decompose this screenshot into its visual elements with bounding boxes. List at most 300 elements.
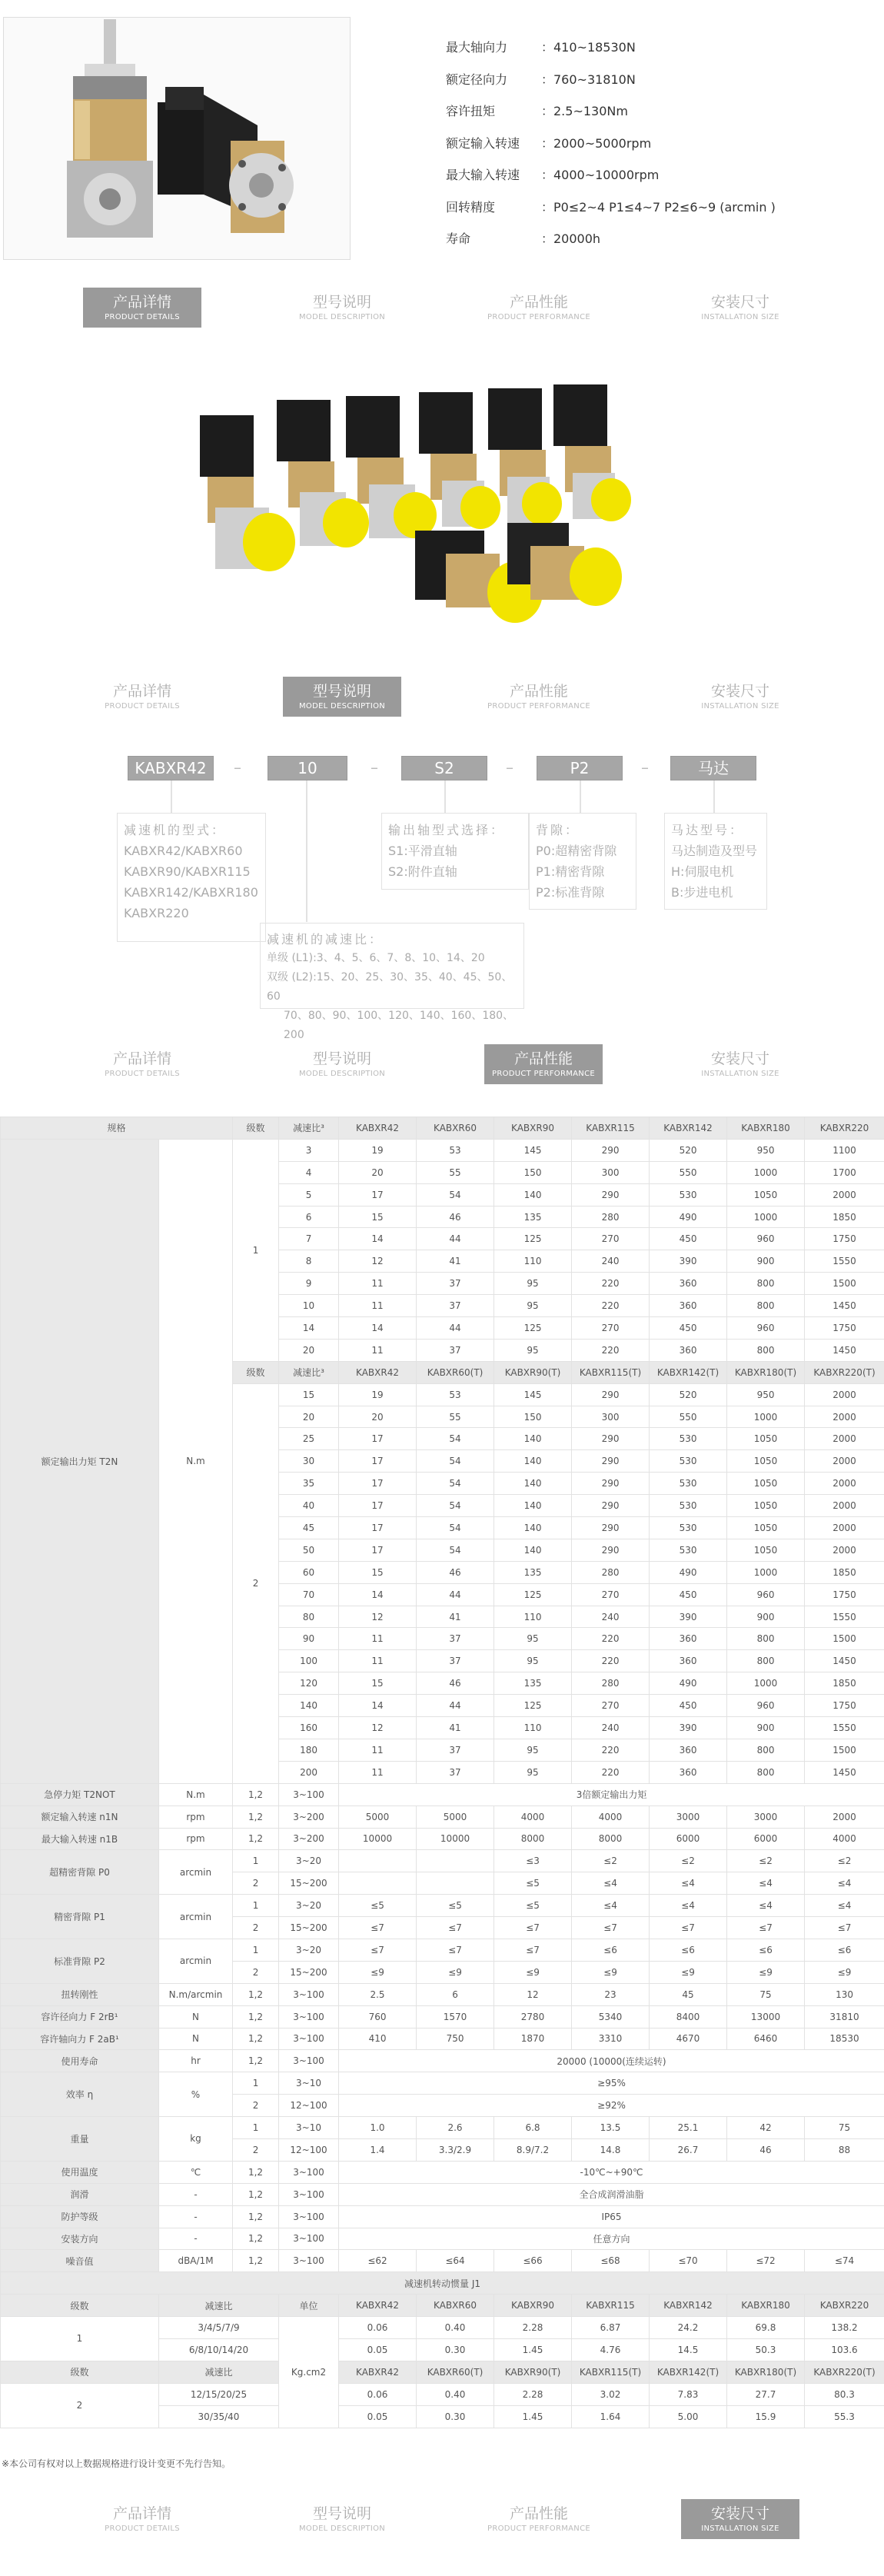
table-cell: 1500 [805, 1628, 884, 1650]
gearbox-illustration [4, 18, 351, 260]
row-label: 效率 η [1, 2072, 159, 2117]
table-cell [339, 1872, 417, 1895]
table-cell: 1450 [805, 1339, 884, 1361]
table-cell: 37 [417, 1761, 494, 1783]
tab-installation-size[interactable] [681, 677, 799, 717]
table-cell: 1850 [805, 1206, 884, 1228]
table-cell: 0.05 [339, 2405, 417, 2428]
table-cell: 1550 [805, 1606, 884, 1628]
tab-label: 产品性能 [509, 683, 568, 700]
unit-cell: dBA/1M [159, 2250, 233, 2272]
table-cell: ≤7 [417, 1939, 494, 1961]
table-cell: 44 [417, 1228, 494, 1250]
tab-sublabel: MODEL DESCRIPTION [298, 2524, 386, 2533]
table-cell: 45 [279, 1517, 339, 1539]
table-cell: 290 [572, 1183, 650, 1206]
header-cell: 减速比³ [279, 1361, 339, 1383]
table-cell: ≤7 [494, 1917, 572, 1939]
table-cell: 53 [417, 1139, 494, 1161]
table-cell: 530 [650, 1517, 727, 1539]
table-cell: 1450 [805, 1761, 884, 1783]
table-cell: 360 [650, 1650, 727, 1672]
row-label: 噪音值 [1, 2250, 159, 2272]
table-cell: 23 [572, 1983, 650, 2005]
shaft-legend [381, 813, 529, 890]
table-cell [417, 1850, 494, 1872]
table-cell: 220 [572, 1739, 650, 1761]
header-cell: 单位 [279, 2295, 339, 2317]
table-cell: 46 [417, 1672, 494, 1695]
table-cell: 360 [650, 1628, 727, 1650]
legend-line: KABXR220 [124, 906, 189, 920]
header-cell: KABXR180 [727, 1117, 805, 1140]
table-cell: ≤9 [494, 1961, 572, 1983]
table-cell: 6460 [727, 2028, 805, 2050]
table-cell: 2.5 [339, 1983, 417, 2005]
tab-product-details[interactable] [83, 2499, 201, 2539]
row-label: 额定输入转速 n1N [1, 1806, 159, 1828]
table-cell: 2000 [805, 1495, 884, 1517]
tab-product-performance[interactable] [484, 1044, 603, 1084]
table-cell: 3.3/2.9 [417, 2138, 494, 2161]
table-cell: 4000 [494, 1806, 572, 1828]
ratio-cell: 3~100 [279, 1983, 339, 2005]
table-cell: ≤7 [805, 1917, 884, 1939]
tab-sublabel: MODEL DESCRIPTION [298, 313, 386, 321]
table-cell: ≤4 [805, 1895, 884, 1917]
table-cell: 15 [339, 1672, 417, 1695]
table-cell: 90 [279, 1628, 339, 1650]
table-cell: ≤3 [494, 1850, 572, 1872]
unit-cell: % [159, 2072, 233, 2117]
table-cell: 0.30 [417, 2405, 494, 2428]
row-label: 超精密背隙 P0 [1, 1850, 159, 1895]
table-cell: 54 [417, 1495, 494, 1517]
table-cell: 800 [727, 1761, 805, 1783]
table-cell: 10000 [417, 1828, 494, 1850]
table-cell: 95 [494, 1339, 572, 1361]
table-cell: 140 [494, 1183, 572, 1206]
table-cell: 20 [339, 1161, 417, 1183]
tab-sublabel: PRODUCT DETAILS [105, 313, 180, 321]
ratio-legend [260, 923, 524, 1041]
table-row [1, 1117, 884, 1140]
spec-label: 额定径向力 [446, 72, 508, 87]
table-cell: 2000 [805, 1428, 884, 1450]
table-cell: 800 [727, 1295, 805, 1317]
spec-value: ：2000~5000rpm [541, 135, 652, 151]
table-cell: ≤6 [572, 1939, 650, 1961]
legend-line: P1:精密背隙 [536, 864, 605, 879]
stage-cell: 2 [233, 2095, 279, 2117]
spec-row [446, 158, 861, 191]
unit-cell: N.m [159, 1783, 233, 1806]
table-cell: 14.5 [650, 2338, 727, 2361]
table-cell: 1870 [494, 2028, 572, 2050]
tab-installation-size[interactable] [681, 2499, 799, 2539]
spec-label: 容许扭矩 [446, 104, 496, 119]
table-cell: ≤9 [805, 1961, 884, 1983]
table-cell: 54 [417, 1183, 494, 1206]
unit-cell: rpm [159, 1806, 233, 1828]
table-cell: 270 [572, 1228, 650, 1250]
table-cell: 17 [339, 1428, 417, 1450]
header-cell: KABXR115(T) [572, 1361, 650, 1383]
table-cell: 37 [417, 1295, 494, 1317]
table-cell: 17 [339, 1473, 417, 1495]
stage-cell: 1 [233, 2072, 279, 2095]
table-cell: 15 [279, 1383, 339, 1406]
table-cell: 520 [650, 1139, 727, 1161]
table-cell: 220 [572, 1628, 650, 1650]
header-cell: 减速比 [159, 2295, 279, 2317]
table-cell: 12 [339, 1606, 417, 1628]
table-cell: 27.7 [727, 2383, 805, 2405]
stage-cell: 1,2 [233, 2228, 279, 2250]
tab-model-description[interactable] [283, 2499, 401, 2539]
table-cell: 1450 [805, 1650, 884, 1672]
table-cell: 44 [417, 1695, 494, 1717]
table-cell: 1570 [417, 2005, 494, 2028]
table-cell: ≤2 [727, 1850, 805, 1872]
table-cell: 1550 [805, 1717, 884, 1739]
tab-sublabel: INSTALLATION SIZE [701, 1070, 779, 1078]
table-row [1, 1806, 884, 1828]
ratio-cell: 12/15/20/25 [159, 2383, 279, 2405]
legend-title: 减速机的型式： [124, 823, 227, 837]
ratio-cell: 12~100 [279, 2138, 339, 2161]
row-label: 重量 [1, 2117, 159, 2162]
table-cell: 95 [494, 1628, 572, 1650]
stage-cell: 1,2 [233, 2161, 279, 2183]
table-cell: 270 [572, 1317, 650, 1340]
ratio-cell: 3~20 [279, 1850, 339, 1872]
table-cell: 14 [339, 1317, 417, 1340]
product-lineup-photo [184, 369, 684, 638]
table-cell: ≤2 [805, 1850, 884, 1872]
table-cell: 60 [279, 1561, 339, 1583]
table-cell: 2000 [805, 1539, 884, 1561]
table-cell: 125 [494, 1583, 572, 1606]
table-cell: ≤2 [572, 1850, 650, 1872]
table-cell: 200 [279, 1761, 339, 1783]
ratio-cell: 3~100 [279, 2228, 339, 2250]
table-cell: 5340 [572, 2005, 650, 2028]
table-cell: 1750 [805, 1228, 884, 1250]
table-cell: 17 [339, 1517, 417, 1539]
table-cell: 140 [494, 1495, 572, 1517]
gearbox-lineup-illustration [184, 369, 684, 638]
table-row [1, 1828, 884, 1850]
table-cell: 37 [417, 1650, 494, 1672]
spec-row [446, 31, 861, 63]
table-cell: 37 [417, 1339, 494, 1361]
tab-sublabel: MODEL DESCRIPTION [298, 702, 386, 711]
table-cell: ≤74 [805, 2250, 884, 2272]
spec-value: ：2.5~130Nm [541, 104, 628, 119]
header-cell: KABXR60(T) [417, 1361, 494, 1383]
table-cell: 1000 [727, 1672, 805, 1695]
table-row [1, 2272, 884, 2295]
table-cell: 450 [650, 1695, 727, 1717]
tab-label: 产品性能 [509, 2505, 568, 2522]
row-label: 急停力矩 T2NOT [1, 1783, 159, 1806]
table-cell: 960 [727, 1228, 805, 1250]
table-cell: 800 [727, 1628, 805, 1650]
table-cell: ≤4 [572, 1895, 650, 1917]
ratio-cell: 3~20 [279, 1939, 339, 1961]
header-cell: KABXR180(T) [727, 1361, 805, 1383]
table-cell: 390 [650, 1717, 727, 1739]
table-cell: 450 [650, 1583, 727, 1606]
ratio-cell: 3~100 [279, 2250, 339, 2272]
table-cell: 2000 [805, 1383, 884, 1406]
table-cell: 26.7 [650, 2138, 727, 2161]
table-cell: 11 [339, 1339, 417, 1361]
table-cell: 70 [279, 1583, 339, 1606]
table-cell: ≥92% [339, 2095, 884, 2117]
table-cell: 11 [339, 1628, 417, 1650]
table-cell: ≤4 [572, 1872, 650, 1895]
tab-model-description[interactable] [283, 288, 401, 328]
table-cell: 17 [339, 1539, 417, 1561]
table-cell: ≤9 [727, 1961, 805, 1983]
table-cell: 290 [572, 1517, 650, 1539]
unit-cell: N.m [159, 1139, 233, 1783]
table-cell: 450 [650, 1317, 727, 1340]
table-cell: 360 [650, 1339, 727, 1361]
tab-product-details[interactable] [83, 1044, 201, 1084]
table-cell: 300 [572, 1406, 650, 1428]
tab-label: 型号说明 [312, 2505, 371, 2522]
table-cell: 530 [650, 1495, 727, 1517]
table-cell: 54 [417, 1517, 494, 1539]
tab-sublabel: PRODUCT DETAILS [105, 2524, 180, 2533]
table-cell: 45 [650, 1983, 727, 2005]
tab-label: 产品性能 [509, 294, 568, 311]
tab-product-details[interactable] [83, 288, 201, 328]
table-cell: 0.06 [339, 2383, 417, 2405]
unit-cell: arcmin [159, 1939, 233, 1983]
table-cell: 4 [279, 1161, 339, 1183]
table-cell: 8400 [650, 2005, 727, 2028]
tab-label: 产品详情 [112, 1050, 171, 1067]
ratio-cell: 12~100 [279, 2095, 339, 2117]
tab-model-description[interactable] [283, 677, 401, 717]
table-row [1, 2072, 884, 2095]
table-cell: 1.4 [339, 2138, 417, 2161]
spec-row [446, 222, 861, 255]
header-cell: KABXR42 [339, 2361, 417, 2383]
table-cell: 290 [572, 1473, 650, 1495]
unit-cell: kg [159, 2117, 233, 2162]
table-cell: 53 [417, 1383, 494, 1406]
legend-line: 马达制造及型号 [671, 844, 758, 858]
table-cell: 12 [339, 1250, 417, 1273]
table-cell: ≥95% [339, 2072, 884, 2095]
stage-cell: 1 [233, 1939, 279, 1961]
table-cell: 全合成润滑油脂 [339, 2183, 884, 2205]
ratio-cell: 3~10 [279, 2072, 339, 2095]
table-cell: 2780 [494, 2005, 572, 2028]
stage-cell: 1,2 [233, 2050, 279, 2072]
table-cell: 35 [279, 1473, 339, 1495]
table-cell: 13000 [727, 2005, 805, 2028]
table-cell: 530 [650, 1473, 727, 1495]
table-row [1, 2295, 884, 2317]
tab-product-performance[interactable] [480, 677, 598, 717]
table-cell: 550 [650, 1406, 727, 1428]
table-cell: 160 [279, 1717, 339, 1739]
table-cell: 9 [279, 1273, 339, 1295]
section-tabs [80, 1044, 787, 1084]
row-label: 使用寿命 [1, 2050, 159, 2072]
table-cell: 135 [494, 1672, 572, 1695]
section-tabs [80, 677, 787, 717]
table-cell: 69.8 [727, 2317, 805, 2339]
table-cell: 530 [650, 1428, 727, 1450]
table-cell: 46 [417, 1561, 494, 1583]
row-label: 额定输出力矩 T2N [1, 1139, 159, 1783]
table-cell: 1500 [805, 1739, 884, 1761]
table-cell: 2.6 [417, 2117, 494, 2139]
table-cell: 1750 [805, 1695, 884, 1717]
ratio-cell: 3~100 [279, 2028, 339, 2050]
table-cell: 240 [572, 1606, 650, 1628]
stage-cell: 1 [233, 1850, 279, 1872]
table-cell: 44 [417, 1317, 494, 1340]
header-cell: KABXR142(T) [650, 1361, 727, 1383]
table-cell: 95 [494, 1273, 572, 1295]
table-cell: 2000 [805, 1406, 884, 1428]
table-cell: 41 [417, 1606, 494, 1628]
legend-line: KABXR90/KABXR115 [124, 864, 251, 879]
unit-cell: N [159, 2005, 233, 2028]
table-cell: -10℃~+90℃ [339, 2161, 884, 2183]
table-cell: 54 [417, 1450, 494, 1473]
table-cell: 12 [339, 1717, 417, 1739]
row-label: 使用温度 [1, 2161, 159, 2183]
table-cell: 1050 [727, 1428, 805, 1450]
table-cell: 11 [339, 1739, 417, 1761]
table-cell: 140 [494, 1473, 572, 1495]
table-cell: 1550 [805, 1250, 884, 1273]
tab-label: 产品性能 [513, 1050, 573, 1067]
tab-product-details[interactable] [83, 677, 201, 717]
ratio-cell: 3~200 [279, 1828, 339, 1850]
legend-line: 单级 (L1):3、4、5、6、7、8、10、14、20 [267, 952, 485, 964]
table-cell: 37 [417, 1628, 494, 1650]
tab-installation-size[interactable] [681, 1044, 799, 1084]
ratio-cell: 30/35/40 [159, 2405, 279, 2428]
table-cell: ≤4 [805, 1872, 884, 1895]
row-label: 润滑 [1, 2183, 159, 2205]
header-cell: KABXR60 [417, 2295, 494, 2317]
table-cell: ≤4 [650, 1895, 727, 1917]
connector-line [444, 780, 446, 813]
legend-line: 双级 (L2):15、20、25、30、35、40、45、50、60 [267, 971, 513, 1003]
spec-label: 回转精度 [446, 199, 496, 215]
section-tabs [80, 2499, 787, 2539]
spec-value: ：760~31810N [541, 72, 636, 87]
header-cell: 减速比³ [279, 1117, 339, 1140]
table-cell: 20 [279, 1339, 339, 1361]
table-cell: 80.3 [805, 2383, 884, 2405]
table-cell: ≤7 [417, 1917, 494, 1939]
header-cell: KABXR42 [339, 1117, 417, 1140]
table-cell: 1000 [727, 1406, 805, 1428]
table-cell: ≤6 [805, 1939, 884, 1961]
stage-cell: 1,2 [233, 2183, 279, 2205]
table-cell: 8000 [494, 1828, 572, 1850]
stage-cell: 1 [233, 1895, 279, 1917]
table-cell: 37 [417, 1739, 494, 1761]
legend-line: 70、80、90、100、120、140、160、180、200 [284, 1010, 514, 1041]
section-tabs [80, 288, 787, 328]
table-cell: 140 [494, 1539, 572, 1561]
table-cell: 41 [417, 1250, 494, 1273]
tab-product-performance[interactable] [480, 2499, 598, 2539]
table-cell: ≤62 [339, 2250, 417, 2272]
stage-cell: 1 [233, 1139, 279, 1361]
tab-label: 安装尺寸 [710, 294, 769, 311]
code-box-ratio: 10 [268, 756, 347, 780]
table-cell: 390 [650, 1606, 727, 1628]
table-cell: 20 [339, 1406, 417, 1428]
table-cell: 95 [494, 1739, 572, 1761]
table-cell: 140 [279, 1695, 339, 1717]
header-cell: KABXR220 [805, 1117, 884, 1140]
legend-line: S1:平滑直轴 [388, 844, 457, 858]
tab-installation-size[interactable] [681, 288, 799, 328]
code-box-shaft: S2 [401, 756, 487, 780]
table-cell: ≤5 [494, 1872, 572, 1895]
ratio-cell: 3~10 [279, 2117, 339, 2139]
legend-line: B:步进电机 [671, 885, 733, 900]
table-cell: 6.8 [494, 2117, 572, 2139]
table-cell: 150 [494, 1161, 572, 1183]
ratio-cell: 3/4/5/7/9 [159, 2317, 279, 2339]
spec-value: ：4000~10000rpm [541, 168, 660, 183]
table-cell: 任意方向 [339, 2228, 884, 2250]
table-cell: 130 [805, 1983, 884, 2005]
table-cell: 140 [494, 1517, 572, 1539]
table-cell: 11 [339, 1273, 417, 1295]
unit-cell: Kg.cm2 [279, 2317, 339, 2428]
row-label: 防护等级 [1, 2205, 159, 2228]
row-label: 标准背隙 P2 [1, 1939, 159, 1983]
table-cell: ≤5 [494, 1895, 572, 1917]
header-cell: KABXR115(T) [572, 2361, 650, 2383]
table-cell: 80 [279, 1606, 339, 1628]
table-cell: 25.1 [650, 2117, 727, 2139]
tab-product-performance[interactable] [480, 288, 598, 328]
tab-model-description[interactable] [283, 1044, 401, 1084]
table-cell: 0.40 [417, 2317, 494, 2339]
header-cell: 级数 [233, 1361, 279, 1383]
table-cell: 55 [417, 1406, 494, 1428]
table-cell: 2000 [805, 1450, 884, 1473]
table-row [1, 2205, 884, 2228]
tab-label: 产品详情 [112, 2505, 171, 2522]
spec-row [446, 191, 861, 223]
header-cell: 规格 [1, 1117, 233, 1140]
legend-title: 输出轴型式选择： [388, 823, 506, 837]
table-cell: 138.2 [805, 2317, 884, 2339]
table-cell: ≤4 [650, 1872, 727, 1895]
performance-table [0, 1117, 884, 2428]
table-cell: 390 [650, 1250, 727, 1273]
